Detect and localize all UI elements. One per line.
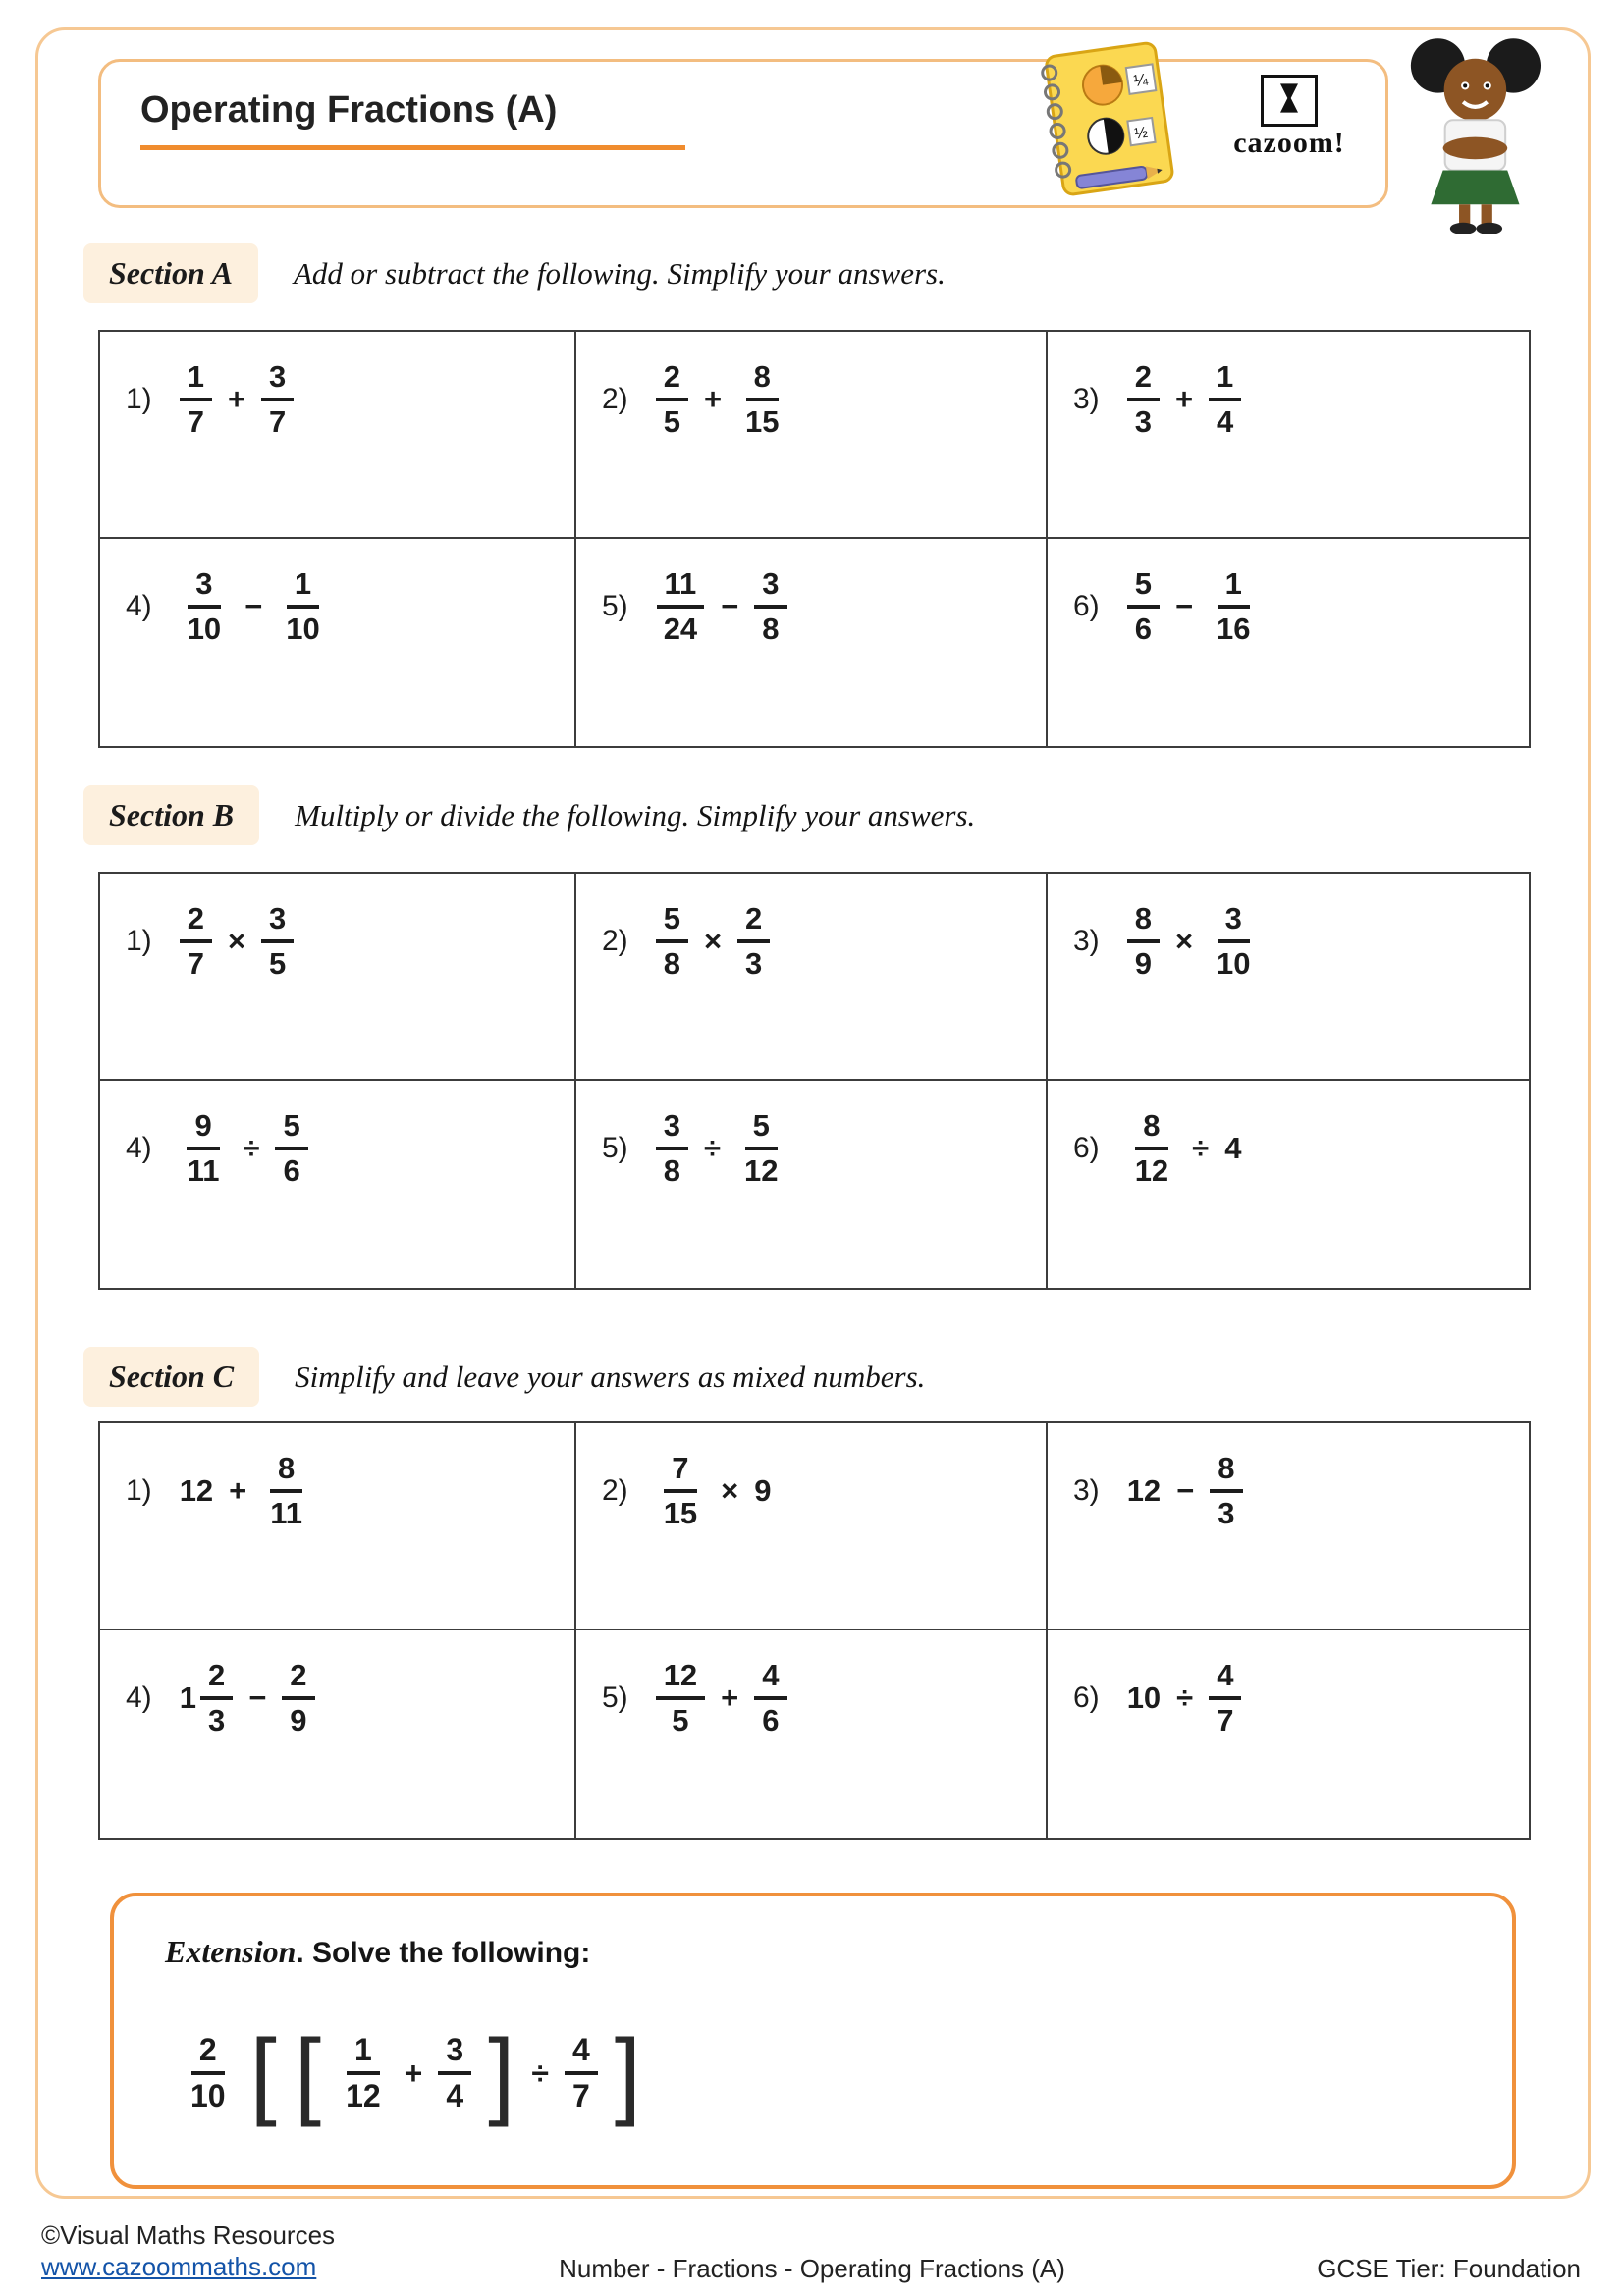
numerator: 7 <box>664 1451 696 1493</box>
problem-expression <box>180 1451 310 1530</box>
problem-cell <box>576 1630 1048 1838</box>
operator: − <box>248 1680 267 1715</box>
problem-expression <box>656 901 771 981</box>
integer: 12 <box>179 1472 214 1508</box>
problem-expression <box>180 1108 308 1188</box>
section-instruction: Add or subtract the following. Simplify your answers. <box>293 255 946 291</box>
section-label: Section C <box>83 1347 259 1407</box>
operator: ÷ <box>1192 1130 1210 1165</box>
fraction <box>1210 1451 1242 1530</box>
denominator: 12 <box>743 1152 779 1188</box>
problem-number: 4) <box>126 1681 152 1714</box>
problem-line <box>1073 1108 1529 1188</box>
problem-expression <box>1127 1658 1242 1737</box>
problem-line <box>126 1658 574 1737</box>
problem-cell <box>100 332 576 539</box>
fraction <box>754 566 786 646</box>
problem-cell <box>576 332 1048 539</box>
problem-line <box>602 1451 1046 1530</box>
fraction <box>180 359 212 439</box>
operator: × <box>1174 923 1194 958</box>
problem-cell <box>1048 1081 1529 1288</box>
numerator: 5 <box>1127 566 1160 609</box>
fraction <box>338 2032 389 2114</box>
page-title: Operating Fractions (A) <box>140 89 685 150</box>
operator: − <box>1174 588 1194 623</box>
operator: + <box>1174 381 1194 416</box>
problem-number: 2) <box>602 1473 628 1507</box>
numerator: 11 <box>657 566 705 609</box>
denominator: 8 <box>663 945 680 981</box>
problem-cell <box>576 874 1048 1081</box>
problem-number: 4) <box>126 589 152 622</box>
problem-line <box>602 1658 1046 1737</box>
section-instruction: Simplify and leave your answers as mixed numbers. <box>295 1359 926 1394</box>
fraction <box>261 359 294 439</box>
denominator: 12 <box>346 2078 381 2113</box>
problem-number: 3) <box>1073 924 1100 957</box>
fraction <box>737 359 786 439</box>
numerator: 3 <box>1218 901 1250 943</box>
problem-expression <box>656 1108 786 1188</box>
problem-number: 2) <box>602 924 628 957</box>
problem-line <box>126 901 574 981</box>
problem-number: 4) <box>126 1131 152 1164</box>
integer: 10 <box>1126 1680 1162 1715</box>
problem-number: 1) <box>126 1473 152 1507</box>
operator: − <box>1176 1472 1195 1508</box>
fraction <box>1127 359 1160 439</box>
problem-expression <box>180 566 328 646</box>
numerator: 8 <box>1127 901 1160 943</box>
fraction <box>1209 359 1241 439</box>
denominator: 3 <box>1134 403 1152 439</box>
operator: + <box>404 2055 423 2091</box>
problem-number: 2) <box>602 382 628 415</box>
fraction <box>656 566 705 646</box>
extension-expression <box>183 1995 642 2152</box>
numerator: 1 <box>1218 566 1250 609</box>
section-c-heading <box>83 1347 925 1407</box>
section-a-heading <box>83 243 946 303</box>
bracket: ] <box>488 2019 515 2127</box>
problem-line <box>1073 359 1529 439</box>
problem-expression <box>656 1658 787 1737</box>
denominator: 16 <box>1217 611 1251 646</box>
problem-expression <box>180 1658 315 1737</box>
whole-number: 1 <box>179 1680 196 1715</box>
numerator: 5 <box>745 1108 778 1150</box>
problem-line <box>1073 566 1529 646</box>
problem-line <box>126 1108 574 1188</box>
denominator: 15 <box>745 403 780 439</box>
problem-line <box>602 1108 1046 1188</box>
numerator: 1 <box>1209 359 1241 401</box>
section-b-grid <box>98 872 1531 1290</box>
notepad-fraction-half: ½ <box>1133 124 1150 143</box>
problem-cell <box>1048 1630 1529 1838</box>
numerator: 3 <box>188 566 220 609</box>
fraction <box>656 1451 705 1530</box>
denominator: 7 <box>1217 1702 1234 1737</box>
numerator: 4 <box>1209 1658 1241 1700</box>
problem-line <box>602 566 1046 646</box>
operator: + <box>227 381 246 416</box>
section-label: Section B <box>83 785 259 845</box>
fraction <box>1209 901 1258 981</box>
operator: − <box>721 588 739 623</box>
section-a-grid <box>98 330 1531 748</box>
numerator: 4 <box>565 2032 598 2075</box>
fraction <box>282 1658 314 1737</box>
bracket: ] <box>614 2019 641 2127</box>
numerator: 2 <box>180 901 212 943</box>
denominator: 8 <box>762 611 780 646</box>
section-c-grid <box>98 1421 1531 1840</box>
fraction <box>736 1108 785 1188</box>
problem-line <box>1073 1451 1529 1530</box>
problem-number: 1) <box>126 924 152 957</box>
denominator: 3 <box>745 945 763 981</box>
numerator: 2 <box>200 1658 233 1700</box>
problem-expression <box>656 359 787 439</box>
problem-number: 6) <box>1073 1131 1100 1164</box>
numerator: 2 <box>1127 359 1160 401</box>
operator: + <box>721 1680 739 1715</box>
numerator: 1 <box>347 2032 380 2075</box>
denominator: 7 <box>269 403 287 439</box>
denominator: 3 <box>207 1702 226 1737</box>
integer: 9 <box>754 1472 772 1508</box>
numerator: 9 <box>187 1108 219 1150</box>
problem-expression <box>1127 1108 1242 1188</box>
bracket: [ <box>294 2019 322 2127</box>
fraction <box>180 901 212 981</box>
denominator: 10 <box>286 611 320 646</box>
problem-cell <box>576 1423 1048 1630</box>
denominator: 24 <box>663 611 698 646</box>
numerator: 2 <box>191 2032 225 2075</box>
problem-line <box>126 1451 574 1530</box>
numerator: 3 <box>261 901 294 943</box>
footer-copyright: ©Visual Maths Resources <box>41 2220 336 2250</box>
section-b-heading <box>83 785 975 845</box>
denominator: 5 <box>663 403 680 439</box>
problem-cell <box>100 1630 576 1838</box>
problem-line <box>1073 1658 1529 1737</box>
operator: × <box>721 1472 739 1508</box>
extension-label: Extension <box>165 1934 297 1969</box>
fraction <box>200 1658 233 1737</box>
fraction <box>656 359 688 439</box>
problem-number: 1) <box>126 382 152 415</box>
problem-expression <box>1127 901 1259 981</box>
problem-cell <box>1048 539 1529 746</box>
problem-number: 5) <box>602 1681 628 1714</box>
operator: × <box>703 923 723 958</box>
problem-expression <box>1127 1451 1243 1530</box>
denominator: 4 <box>1217 403 1234 439</box>
denominator: 12 <box>1134 1152 1169 1188</box>
denominator: 5 <box>672 1702 689 1737</box>
denominator: 9 <box>290 1702 307 1737</box>
problem-line <box>602 359 1046 439</box>
fraction <box>656 901 688 981</box>
operator: + <box>229 1472 247 1508</box>
problem-line <box>602 901 1046 981</box>
fraction <box>183 2032 234 2114</box>
student-character-illustration <box>1392 27 1564 234</box>
denominator: 7 <box>187 403 204 439</box>
numerator: 3 <box>754 566 786 609</box>
problem-number: 3) <box>1073 382 1100 415</box>
fraction <box>261 901 294 981</box>
fraction <box>737 901 770 981</box>
problem-number: 6) <box>1073 1681 1100 1714</box>
operator: × <box>227 923 246 958</box>
problem-cell <box>100 539 576 746</box>
operator: ÷ <box>703 1130 721 1165</box>
numerator: 8 <box>270 1451 302 1493</box>
fraction <box>275 1108 307 1188</box>
bracket: [ <box>249 2019 277 2127</box>
problem-expression <box>1127 359 1242 439</box>
problem-cell <box>100 1423 576 1630</box>
fraction <box>278 566 327 646</box>
cazoom-logo <box>1216 75 1363 160</box>
numerator: 2 <box>282 1658 314 1700</box>
problem-expression <box>656 1451 772 1530</box>
denominator: 4 <box>446 2078 464 2113</box>
denominator: 15 <box>663 1495 698 1530</box>
problem-expression <box>180 359 295 439</box>
problem-cell <box>1048 874 1529 1081</box>
fraction <box>656 1108 688 1188</box>
fraction <box>656 1658 705 1737</box>
fraction <box>1127 1108 1176 1188</box>
problem-cell <box>576 1081 1048 1288</box>
denominator: 8 <box>663 1152 680 1188</box>
problem-expression <box>656 566 787 646</box>
fraction <box>1209 1658 1241 1737</box>
numerator: 4 <box>754 1658 786 1700</box>
fraction <box>1127 901 1160 981</box>
operator: − <box>244 588 263 623</box>
problem-cell <box>1048 1423 1529 1630</box>
extension-heading <box>165 1934 590 1970</box>
denominator: 10 <box>187 611 222 646</box>
problem-expression <box>180 901 295 981</box>
problem-number: 6) <box>1073 589 1100 622</box>
operator: + <box>703 381 723 416</box>
problem-number: 5) <box>602 589 628 622</box>
numerator: 12 <box>656 1658 705 1700</box>
numerator: 1 <box>180 359 212 401</box>
denominator: 6 <box>1134 611 1152 646</box>
fraction <box>438 2032 471 2114</box>
denominator: 7 <box>187 945 204 981</box>
problem-line <box>126 359 574 439</box>
denominator: 11 <box>187 1152 220 1188</box>
problem-line <box>126 566 574 646</box>
numerator: 8 <box>1135 1108 1167 1150</box>
numerator: 5 <box>656 901 688 943</box>
problem-line <box>1073 901 1529 981</box>
numerator: 3 <box>261 359 294 401</box>
footer-website-link[interactable]: www.cazoommaths.com <box>41 2252 317 2281</box>
numerator: 2 <box>737 901 770 943</box>
integer: 4 <box>1224 1130 1242 1165</box>
numerator: 2 <box>656 359 688 401</box>
notepad-fractions-icon <box>1021 22 1198 218</box>
problem-number: 5) <box>602 1131 628 1164</box>
footer-worksheet-path: Number - Fractions - Operating Fractions (A) <box>559 2254 1065 2283</box>
extension-box <box>110 1893 1516 2189</box>
numerator: 1 <box>287 566 319 609</box>
extension-instruction: . Solve the following: <box>296 1937 591 1969</box>
cazoom-logo-text: cazoom! <box>1233 127 1345 159</box>
numerator: 3 <box>656 1108 688 1150</box>
fraction <box>180 566 229 646</box>
denominator: 7 <box>571 2078 590 2113</box>
problem-number: 3) <box>1073 1473 1100 1507</box>
fraction <box>1209 566 1258 646</box>
notepad-fraction-quarter: ¼ <box>1132 70 1150 91</box>
numerator: 8 <box>746 359 779 401</box>
fraction <box>180 1108 228 1188</box>
operator: ÷ <box>1176 1680 1194 1715</box>
fraction <box>565 2032 598 2114</box>
section-label: Section A <box>83 243 258 303</box>
cazoom-hourglass-icon <box>1261 75 1318 127</box>
problem-expression <box>1127 566 1259 646</box>
problem-cell <box>1048 332 1529 539</box>
denominator: 6 <box>762 1702 780 1737</box>
integer: 12 <box>1126 1472 1162 1508</box>
denominator: 3 <box>1218 1495 1235 1530</box>
denominator: 5 <box>269 945 287 981</box>
problem-cell <box>100 1081 576 1288</box>
numerator: 5 <box>275 1108 307 1150</box>
fraction <box>1127 566 1160 646</box>
section-instruction: Multiply or divide the following. Simplify your answers. <box>295 797 976 832</box>
denominator: 10 <box>190 2078 226 2113</box>
operator: ÷ <box>531 2055 549 2091</box>
operator: ÷ <box>243 1130 260 1165</box>
denominator: 9 <box>1134 945 1152 981</box>
problem-cell <box>576 539 1048 746</box>
denominator: 10 <box>1217 945 1251 981</box>
mixed-number <box>180 1658 234 1737</box>
numerator: 3 <box>438 2032 471 2075</box>
footer-tier: GCSE Tier: Foundation <box>1317 2254 1581 2283</box>
fraction <box>754 1658 786 1737</box>
fraction <box>262 1451 310 1530</box>
denominator: 6 <box>283 1152 300 1188</box>
problem-cell <box>100 874 576 1081</box>
denominator: 11 <box>270 1495 303 1530</box>
numerator: 8 <box>1210 1451 1242 1493</box>
